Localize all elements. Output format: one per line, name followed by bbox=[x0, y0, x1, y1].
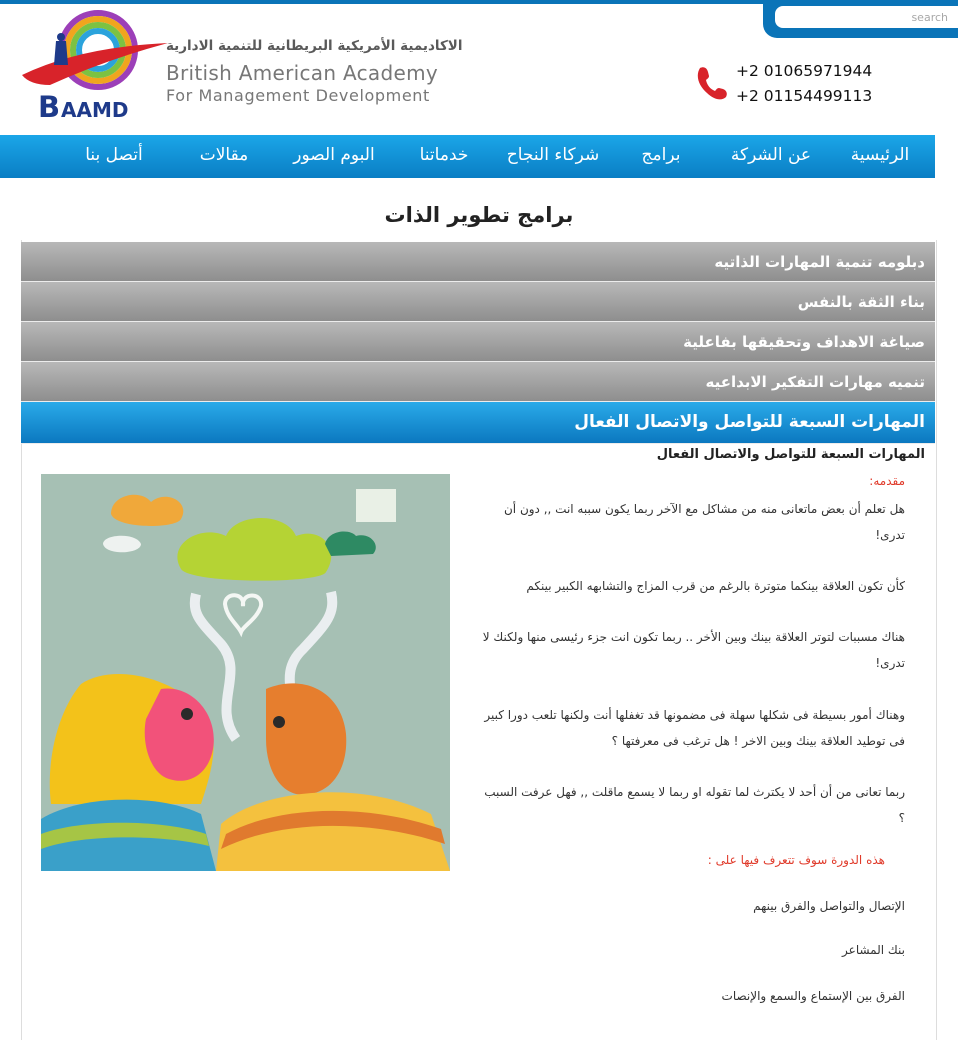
page-title: برامج تطوير الذات bbox=[384, 203, 574, 227]
communication-illustration bbox=[41, 474, 450, 871]
paragraph: وهناك أمور بسيطة فى شكلها سهلة فى مضمونها قد تغفلها أنت ولكنها تلعب دورا كبير فى توطيد العلاقة بينك وبين الاخر ! هل ترغب فى معرفتها ؟ bbox=[484, 708, 905, 748]
nav-item-photo-album[interactable]: البوم الصور bbox=[293, 145, 375, 165]
nav-item-programs[interactable]: برامج bbox=[641, 145, 681, 165]
nav-item-articles[interactable]: مقالات bbox=[199, 145, 249, 165]
main-nav bbox=[0, 135, 935, 178]
search-input[interactable] bbox=[775, 6, 958, 28]
logo-letters-aamd: AAMD bbox=[61, 98, 129, 122]
topic-item: الإتصال والتواصل والفرق بينهم bbox=[753, 899, 905, 913]
phone-number-1[interactable]: +2 01065971944 bbox=[736, 62, 873, 80]
paragraph: ربما تعانى من أن أحد لا يكترث لما تقوله او ربما لا يسمع ماقلت ,, فهل عرفت السبب ؟ bbox=[484, 785, 905, 825]
baamd-logo[interactable] bbox=[20, 5, 170, 123]
logo-figure-body bbox=[54, 41, 68, 65]
phone-icon bbox=[694, 64, 728, 100]
orange-cloud bbox=[111, 495, 183, 526]
search-bar bbox=[763, 0, 958, 38]
phone-number-2[interactable]: +2 01154499113 bbox=[736, 87, 873, 105]
paragraph: هل تعلم أن بعض ماتعانى منه من مشاكل مع الآخر ربما يكون سببه انت ,, دون أن تدرى! bbox=[503, 502, 905, 542]
nav-item-home[interactable]: الرئيسية bbox=[850, 145, 910, 165]
brand-tagline: For Management Development bbox=[166, 86, 430, 105]
intro-label: مقدمه: bbox=[869, 474, 905, 488]
nav-item-about[interactable]: عن الشركة bbox=[730, 145, 812, 165]
content-title: المهارات السبعة للتواصل والاتصال الفعال bbox=[656, 447, 925, 462]
paragraph: كأن تكون العلاقة بينكما متوترة بالرغم من قرب المزاج والتشابهه الكبير بينكم bbox=[526, 579, 905, 593]
woman-eye bbox=[181, 708, 193, 720]
course-intro-label: هذه الدورة سوف تتعرف فيها على : bbox=[707, 853, 885, 867]
accordion-item-active[interactable]: المهارات السبعة للتواصل والاتصال الفعال bbox=[21, 402, 935, 444]
topic-item: الفرق بين الإستماع والسمع والإنصات bbox=[721, 989, 905, 1003]
accordion-item[interactable]: دبلومه تنمية المهارات الذاتيه bbox=[21, 242, 935, 282]
nav-item-services[interactable]: خدماتنا bbox=[419, 145, 469, 165]
nav-item-contact[interactable]: أتصل بنا bbox=[85, 145, 143, 165]
man-eye bbox=[273, 716, 285, 728]
brand-english-name: British American Academy bbox=[166, 61, 438, 85]
accordion-item[interactable]: بناء الثقة بالنفس bbox=[21, 282, 935, 322]
accordion-item[interactable]: تنميه مهارات التفكير الابداعيه bbox=[21, 362, 935, 402]
nav-item-partners[interactable]: شركاء النجاح bbox=[506, 145, 600, 165]
accordion-item[interactable]: صياغة الاهداف وتحقيقها بفاعلية bbox=[21, 322, 935, 362]
paragraph: هناك مسببات لتوتر العلاقة بينك وبين الأخر .. ربما تكون انت جزء رئيسى منها ولكنك لا تدرى! bbox=[482, 630, 905, 670]
topic-item: بنك المشاعر bbox=[842, 943, 905, 957]
logo-figure-head bbox=[57, 33, 65, 41]
logo-letter-b: B bbox=[38, 90, 61, 123]
speech-box bbox=[356, 489, 396, 522]
brand-arabic-name: الاكاديمية الأمريكية البريطانية للتنمية الادارية bbox=[166, 38, 463, 54]
